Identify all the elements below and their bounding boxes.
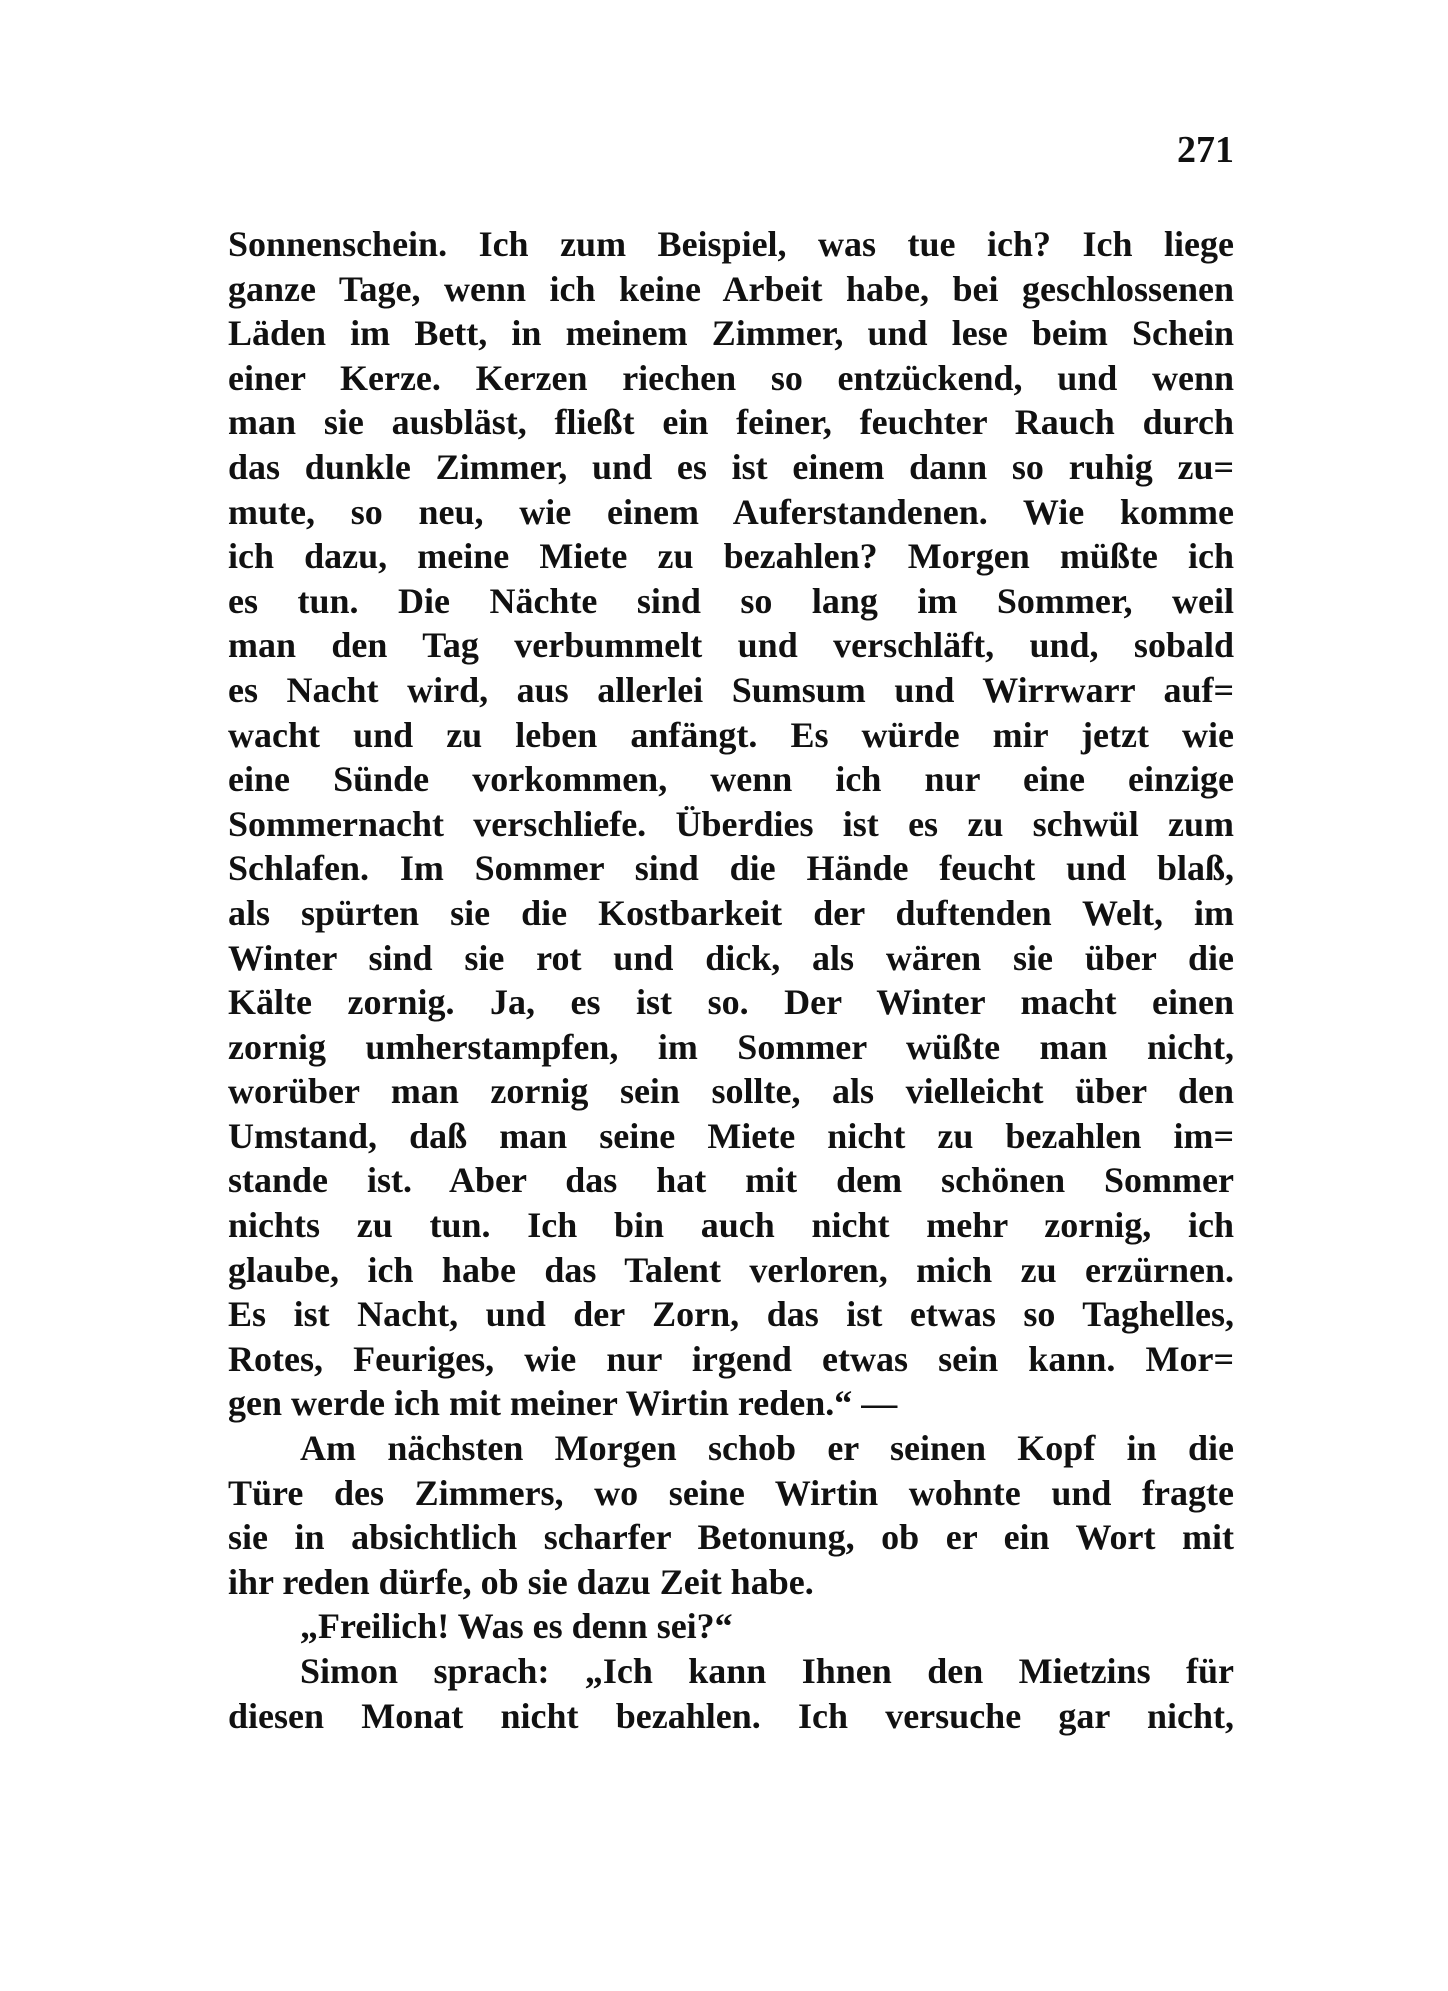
text-line: Türe des Zimmers, wo seine Wirtin wohnte und fragte [228, 1472, 1234, 1513]
text-line: glaube, ich habe das Talent verloren, mich zu erzürnen. [228, 1249, 1234, 1290]
text-line: es Nacht wird, aus allerlei Sumsum und Wirrwarr auf= [228, 669, 1234, 710]
text-line: einer Kerze. Kerzen riechen so entzückend, und wenn [228, 357, 1234, 398]
text-line: Es ist Nacht, und der Zorn, das ist etwas so Taghelles, [228, 1294, 1234, 1335]
text-line: diesen Monat nicht bezahlen. Ich versuche gar nicht, [228, 1695, 1234, 1736]
text-line: als spürten sie die Kostbarkeit der duftenden Welt, im [228, 892, 1234, 933]
text-line: ihr reden dürfe, ob sie dazu Zeit habe. [228, 1561, 814, 1602]
text-line: es tun. Die Nächte sind so lang im Sommer, weil [228, 580, 1234, 621]
text-line: nichts zu tun. Ich bin auch nicht mehr zornig, ich [228, 1205, 1234, 1246]
text-line: Kälte zornig. Ja, es ist so. Der Winter macht einen [228, 982, 1234, 1023]
text-line: Winter sind sie rot und dick, als wären sie über die [228, 937, 1234, 978]
text-line: Sommernacht verschliefe. Überdies ist es zu schwül zum [228, 803, 1234, 844]
text-line: man den Tag verbummelt und verschläft, und, sobald [228, 625, 1234, 666]
text-line: mute, so neu, wie einem Auferstandenen. Wie komme [228, 491, 1234, 532]
text-line: das dunkle Zimmer, und es ist einem dann so ruhig zu= [228, 446, 1234, 487]
text-line: zornig umherstampfen, im Sommer wüßte man nicht, [228, 1026, 1234, 1067]
text-line: eine Sünde vorkommen, wenn ich nur eine einzige [228, 759, 1234, 800]
text-line: gen werde ich mit meiner Wirtin reden.“ — [228, 1383, 898, 1424]
text-line: sie in absichtlich scharfer Betonung, ob er ein Wort mit [228, 1517, 1234, 1558]
text-line: Rotes, Feuriges, wie nur irgend etwas sein kann. Mor= [228, 1338, 1234, 1379]
text-line: Sonnenschein. Ich zum Beispiel, was tue ich? Ich liege [228, 224, 1234, 264]
text-line: Am nächsten Morgen schob er seinen Kopf in die [300, 1428, 1234, 1469]
text-line: „Freilich! Was es denn sei?“ [300, 1606, 733, 1647]
text-line: ganze Tage, wenn ich keine Arbeit habe, bei geschlossenen [228, 268, 1234, 309]
text-line: Simon sprach: „Ich kann Ihnen den Mietzins für [300, 1651, 1234, 1691]
text-line: ich dazu, meine Miete zu bezahlen? Morgen müßte ich [228, 536, 1234, 577]
text-line: Schlafen. Im Sommer sind die Hände feucht und blaß, [228, 848, 1234, 889]
body-text [228, 222, 1234, 1738]
text-line: man sie ausbläst, fließt ein feiner, feuchter Rauch durch [228, 402, 1234, 443]
text-line: worüber man zornig sein sollte, als vielleicht über den [228, 1071, 1234, 1112]
text-line: Umstand, daß man seine Miete nicht zu bezahlen im= [228, 1115, 1234, 1156]
text-line: wacht und zu leben anfängt. Es würde mir jetzt wie [228, 714, 1234, 755]
page-number: 271 [1177, 129, 1234, 171]
text-line: Läden im Bett, in meinem Zimmer, und lese beim Schein [228, 313, 1234, 354]
text-line: stande ist. Aber das hat mit dem schönen Sommer [228, 1160, 1234, 1201]
